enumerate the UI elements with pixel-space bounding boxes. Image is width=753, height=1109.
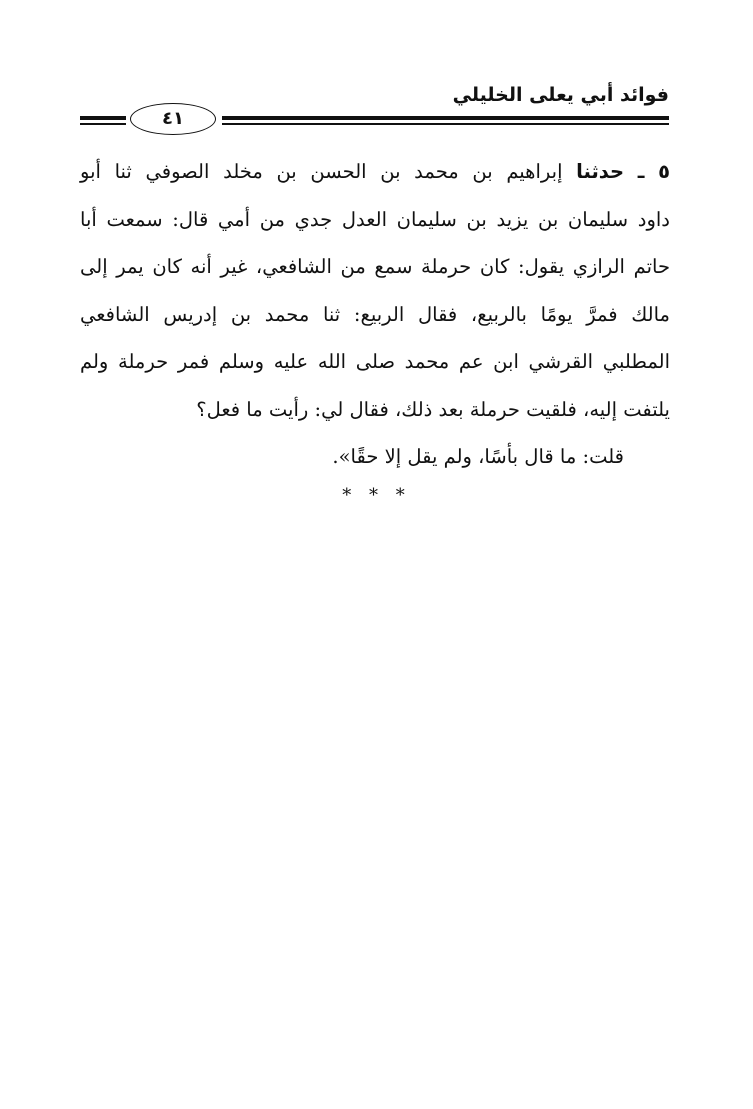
hadith-dash: ـ [637, 160, 645, 183]
text-line-1-rest: إبراهيم بن محمد بن الحسن بن مخلد الصوفي ثنا أبو [80, 160, 563, 183]
text-line-1 [80, 148, 670, 196]
running-title: فوائد أبي يعلى الخليلي [452, 84, 669, 106]
header-rule-right [222, 116, 669, 120]
text-line-5: المطلبي القرشي ابن عم محمد صلى الله عليه وسلم فمر حرملة ولم [80, 350, 670, 373]
hadith-lead-word: حدثنا [576, 160, 625, 183]
text-line-4: مالك فمرَّ يومًا بالربيع، فقال الربيع: ثنا محمد بن إدريس الشافعي [80, 302, 670, 326]
hadith-text [80, 148, 670, 481]
page-number: ٤١ [130, 103, 216, 135]
text-line-2: داود سليمان بن يزيد بن سليمان العدل جدي من أمي قال: سمعت أبا [80, 207, 670, 231]
section-separator: * * * [342, 485, 411, 506]
text-line-closing: قلت: ما قال بأسًا، ولم يقل إلا حقًا». [332, 445, 624, 468]
header-rule-left [80, 116, 126, 120]
text-line-3: حاتم الرازي يقول: كان حرملة سمع من الشافعي، غير أنه كان يمر إلى [80, 255, 670, 278]
text-line-6: يلتفت إليه، فلقيت حرملة بعد ذلك، فقال لي: رأيت ما فعل؟ [196, 397, 670, 421]
hadith-number: ٥ [658, 160, 671, 183]
